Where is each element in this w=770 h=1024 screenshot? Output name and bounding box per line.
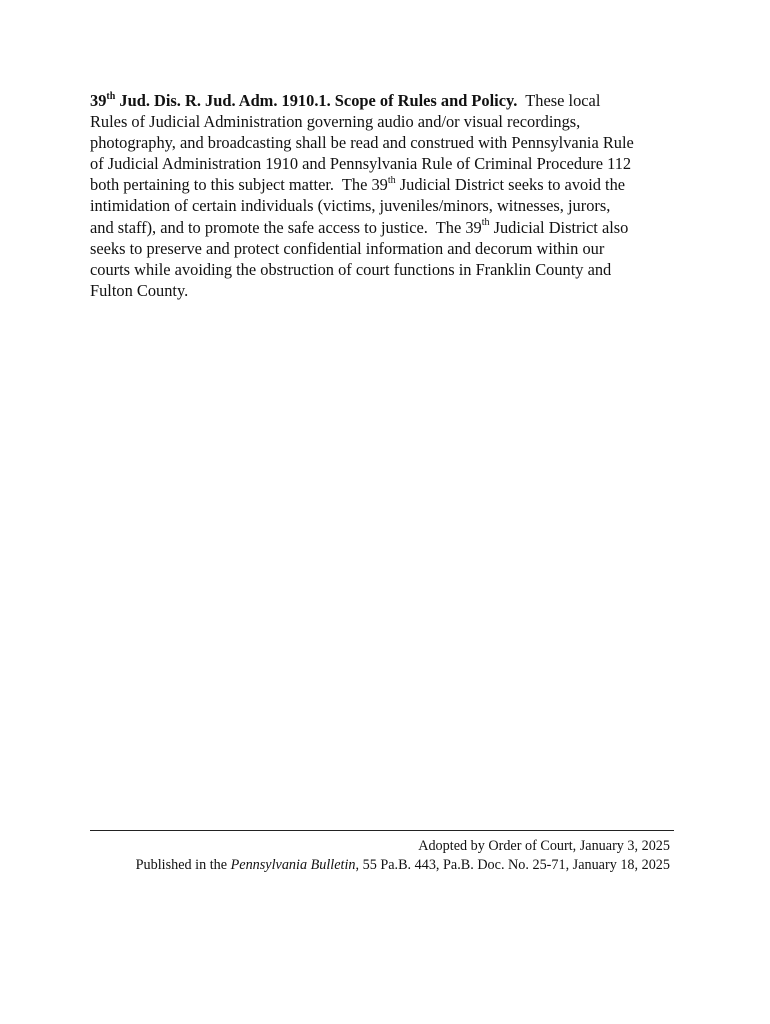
rule-line-7: and staff), and to promote the safe access to justice. The 39th Judicial District also (90, 217, 629, 237)
adopted-note: Adopted by Order of Court, January 3, 2025 (418, 838, 670, 854)
rule-line-5: both pertaining to this subject matter. The 39th Judicial District seeks to avoid the (90, 174, 626, 195)
rule-line-2: Rules of Judicial Administration governing audio and/or visual recordings, (90, 112, 581, 132)
rule-line-3: photography, and broadcasting shall be read and construed with Pennsylvania Rule (90, 133, 634, 153)
publication-note: Published in the Pennsylvania Bulletin, 55 Pa.B. 443, Pa.B. Doc. No. 25-71, January 18, 2025 (135, 856, 670, 873)
rule-paragraph (90, 90, 685, 301)
journal-title: Pennsylvania Bulletin (230, 856, 356, 873)
rule-line-9: courts while avoiding the obstruction of court functions in Franklin County and (90, 259, 612, 279)
rule-line-4: of Judicial Administration 1910 and Pennsylvania Rule of Criminal Procedure 112 (90, 154, 632, 174)
document-footer (90, 820, 680, 874)
rule-line-1: 39th Jud. Dis. R. Jud. Adm. 1910.1. Scope of Rules and Policy. These local (90, 90, 601, 110)
rule-line-6: intimidation of certain individuals (victims, juveniles/minors, witnesses, jurors, (90, 196, 611, 216)
rule-line-10: Fulton County. (90, 280, 189, 300)
rule-line-8: seeks to preserve and protect confidential information and decorum within our (90, 238, 605, 258)
footer-divider (90, 830, 674, 831)
rule-heading: 39th Jud. Dis. R. Jud. Adm. 1910.1. Scope of Rules and Policy. (90, 90, 518, 110)
